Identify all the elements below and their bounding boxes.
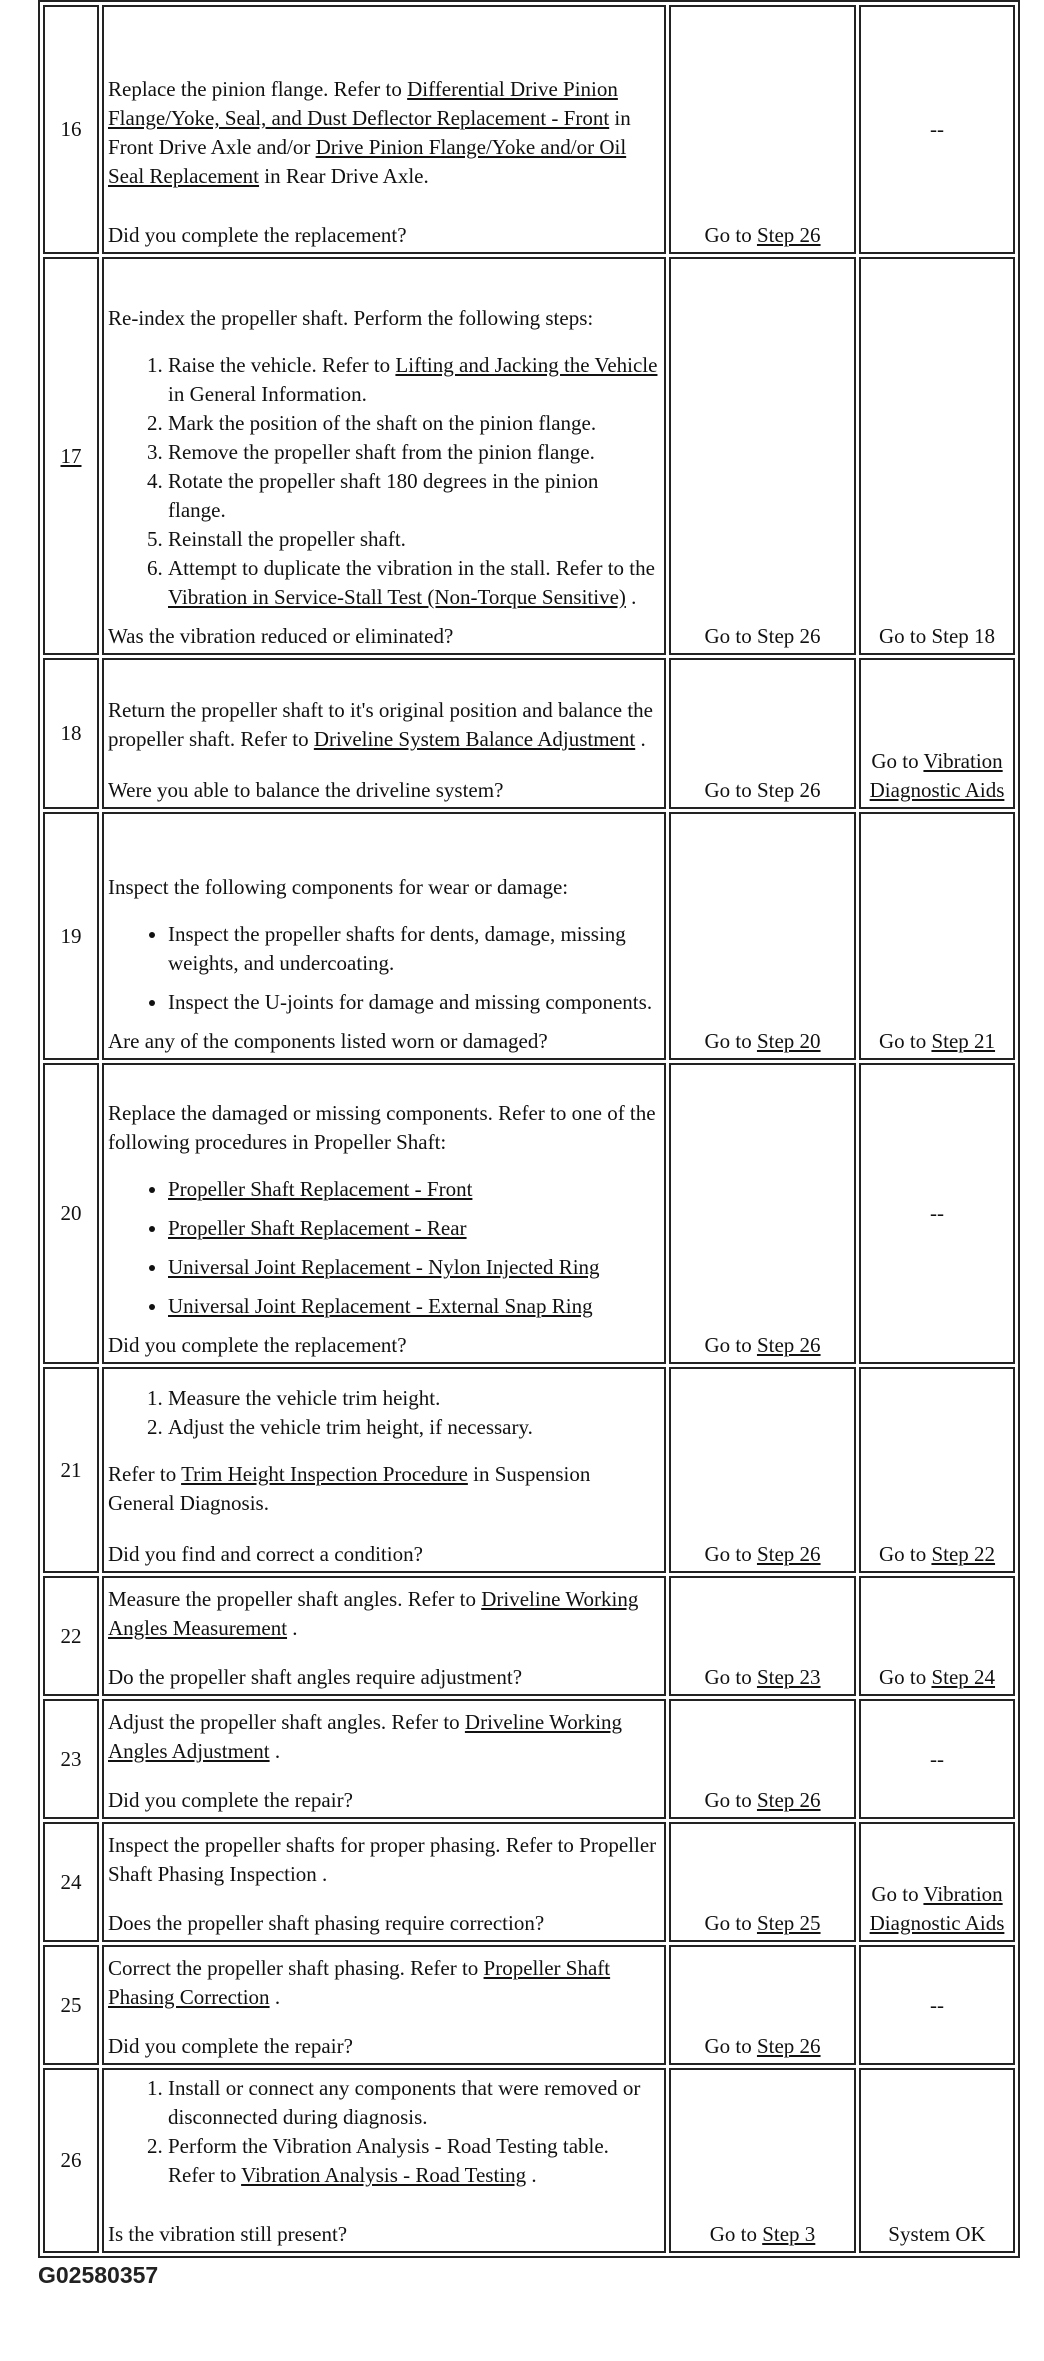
list-item: 6. Attempt to duplicate the vibration in the stall. Refer to the Vibration in Service-Stall Test (Non-Torque Sensitive) . bbox=[168, 554, 660, 612]
question-text: Did you complete the replacement? bbox=[108, 1333, 407, 1357]
link-lifting-jacking[interactable]: Lifting and Jacking the Vehicle bbox=[395, 353, 658, 377]
link-pinion-flange-rear[interactable]: Drive Pinion Flange/Yoke and/or Oil Seal Replacement bbox=[108, 135, 627, 188]
link-road-testing[interactable]: Vibration Analysis - Road Testing bbox=[241, 2163, 527, 2187]
no-cell: -- bbox=[859, 1063, 1015, 1364]
table-row bbox=[43, 5, 1015, 254]
table-row bbox=[43, 2068, 1015, 2253]
list-item: 5. Reinstall the propeller shaft. bbox=[168, 525, 660, 554]
link-u-joint-nylon[interactable]: • Universal Joint Replacement - Nylon Injected Ring bbox=[168, 1253, 660, 1282]
bullet-list bbox=[108, 1175, 660, 1321]
list-item: 4. Rotate the propeller shaft 180 degrees in the pinion flange. bbox=[168, 467, 660, 525]
action-text: Replace the damaged or missing components. Refer to one of the following procedures in Propeller Shaft: bbox=[108, 1101, 656, 1154]
question-text: Are any of the components listed worn or damaged? bbox=[108, 1029, 548, 1053]
link-step[interactable]: Step 26 bbox=[756, 2034, 821, 2058]
link-propeller-shaft-front[interactable]: • Propeller Shaft Replacement - Front bbox=[168, 1175, 660, 1204]
list-item: 1. Install or connect any components that were removed or disconnected during diagnosis. bbox=[168, 2074, 660, 2132]
action-text: Inspect the propeller shafts for proper phasing. Refer to Propeller Shaft Phasing Inspection . bbox=[108, 1833, 657, 1886]
link-vibration-diagnostic-aids[interactable]: Vibration Diagnostic Aids bbox=[869, 1882, 1005, 1935]
step-number: 26 bbox=[43, 2068, 99, 2253]
link-stall-test[interactable]: Vibration in Service-Stall Test (Non-Torque Sensitive) bbox=[168, 585, 626, 609]
figure-caption: G02580357 bbox=[38, 2262, 159, 2288]
list-item: 2. Perform the Vibration Analysis - Road Testing table. Refer to Vibration Analysis - Road Testing . bbox=[168, 2132, 660, 2190]
action-text: Measure the propeller shaft angles. Refer to Driveline Working Angles Measurement . bbox=[108, 1587, 639, 1640]
list-item: 2. Adjust the vehicle trim height, if necessary. bbox=[168, 1413, 660, 1442]
table-row bbox=[43, 1699, 1015, 1819]
link-step[interactable]: Step 21 bbox=[931, 1029, 996, 1053]
table-row bbox=[43, 1945, 1015, 2065]
yes-cell: Go to Step 26 bbox=[669, 5, 856, 254]
table-row bbox=[43, 658, 1015, 809]
no-cell: -- bbox=[859, 1699, 1015, 1819]
numbered-steps bbox=[108, 351, 660, 612]
link-working-angles-measurement[interactable]: Driveline Working Angles Measurement bbox=[108, 1587, 639, 1640]
yes-cell: Go to Step 26 bbox=[669, 1699, 856, 1819]
table-row bbox=[43, 1576, 1015, 1696]
yes-cell: Go to Step 25 bbox=[669, 1822, 856, 1942]
step-number: 24 bbox=[43, 1822, 99, 1942]
link-step[interactable]: Step 26 bbox=[756, 1333, 821, 1357]
action-text: Re-index the propeller shaft. Perform the following steps: bbox=[108, 306, 594, 330]
action-cell bbox=[102, 1367, 666, 1573]
action-text: Refer to Trim Height Inspection Procedure in Suspension General Diagnosis. bbox=[108, 1462, 591, 1515]
question-text: Did you complete the replacement? bbox=[108, 223, 407, 247]
question-text: Is the vibration still present? bbox=[108, 2222, 348, 2246]
list-item: • Inspect the propeller shafts for dents, damage, missing weights, and undercoating. bbox=[168, 920, 660, 978]
yes-cell: Go to Step 26 bbox=[669, 658, 856, 809]
no-cell: Go to Vibration Diagnostic Aids bbox=[859, 1822, 1015, 1942]
yes-cell: Go to Step 26 bbox=[669, 1945, 856, 2065]
question-text: Did you complete the repair? bbox=[108, 1788, 353, 1812]
link-phasing-correction[interactable]: Propeller Shaft Phasing Correction bbox=[108, 1956, 611, 2009]
link-working-angles-adjustment[interactable]: Driveline Working Angles Adjustment bbox=[108, 1710, 623, 1763]
link-step[interactable]: Step 26 bbox=[756, 1542, 821, 1566]
question-text: Did you complete the repair? bbox=[108, 2034, 353, 2058]
step-number: 16 bbox=[43, 5, 99, 254]
action-text: Replace the pinion flange. Refer to Differential Drive Pinion Flange/Yoke, Seal, and Dust Deflector Replacement - Front in Front Drive Axle and/or Drive Pinion Flange/Yoke and/or Oil Seal Replacement in Rear Drive Axle. bbox=[108, 77, 631, 188]
diagnostic-table-container bbox=[38, 0, 1013, 2258]
no-cell: Go to Step 22 bbox=[859, 1367, 1015, 1573]
action-text: Adjust the propeller shaft angles. Refer to Driveline Working Angles Adjustment . bbox=[108, 1710, 623, 1763]
question-text: Were you able to balance the driveline system? bbox=[108, 778, 504, 802]
no-cell: -- bbox=[859, 1945, 1015, 2065]
list-item: 2. Mark the position of the shaft on the pinion flange. bbox=[168, 409, 660, 438]
link-step[interactable]: Step 26 bbox=[756, 223, 821, 247]
yes-cell: Go to Step 3 bbox=[669, 2068, 856, 2253]
step-number: 22 bbox=[43, 1576, 99, 1696]
action-cell bbox=[102, 2068, 666, 2253]
action-text: Correct the propeller shaft phasing. Refer to Propeller Shaft Phasing Correction . bbox=[108, 1956, 611, 2009]
action-cell bbox=[102, 658, 666, 809]
question-text: Do the propeller shaft angles require adjustment? bbox=[108, 1665, 523, 1689]
step-number: 23 bbox=[43, 1699, 99, 1819]
link-step[interactable]: Step 22 bbox=[931, 1542, 996, 1566]
link-trim-height[interactable]: Trim Height Inspection Procedure bbox=[181, 1462, 468, 1486]
numbered-steps bbox=[108, 2074, 660, 2190]
action-cell bbox=[102, 257, 666, 655]
no-cell: System OK bbox=[859, 2068, 1015, 2253]
link-step[interactable]: Step 26 bbox=[756, 1788, 821, 1812]
action-cell bbox=[102, 1699, 666, 1819]
link-step[interactable]: Step 23 bbox=[756, 1665, 821, 1689]
no-cell: -- bbox=[859, 5, 1015, 254]
table-row bbox=[43, 257, 1015, 655]
no-cell: Go to Step 18 bbox=[859, 257, 1015, 655]
link-propeller-shaft-rear[interactable]: • Propeller Shaft Replacement - Rear bbox=[168, 1214, 660, 1243]
no-cell: Go to Vibration Diagnostic Aids bbox=[859, 658, 1015, 809]
table-row bbox=[43, 1822, 1015, 1942]
yes-cell: Go to Step 20 bbox=[669, 812, 856, 1060]
step-number: 21 bbox=[43, 1367, 99, 1573]
question-text: Did you find and correct a condition? bbox=[108, 1542, 423, 1566]
link-step[interactable]: Step 3 bbox=[762, 2222, 816, 2246]
action-cell bbox=[102, 812, 666, 1060]
link-balance-adjustment[interactable]: Driveline System Balance Adjustment bbox=[313, 727, 636, 751]
bullet-list bbox=[108, 920, 660, 1017]
step-number: 20 bbox=[43, 1063, 99, 1364]
step-number: 18 bbox=[43, 658, 99, 809]
list-item: • Inspect the U-joints for damage and missing components. bbox=[168, 988, 660, 1017]
link-step[interactable]: Step 25 bbox=[756, 1911, 821, 1935]
list-item: 1. Raise the vehicle. Refer to Lifting and Jacking the Vehicle in General Information. bbox=[168, 351, 660, 409]
no-cell: Go to Step 21 bbox=[859, 812, 1015, 1060]
question-text: Does the propeller shaft phasing require correction? bbox=[108, 1911, 545, 1935]
step-number: 19 bbox=[43, 812, 99, 1060]
numbered-steps bbox=[108, 1384, 660, 1442]
action-cell bbox=[102, 1576, 666, 1696]
list-item: 3. Remove the propeller shaft from the pinion flange. bbox=[168, 438, 660, 467]
table-row bbox=[43, 1063, 1015, 1364]
action-cell bbox=[102, 1063, 666, 1364]
table-row bbox=[43, 812, 1015, 1060]
link-step[interactable]: Step 24 bbox=[931, 1665, 996, 1689]
yes-cell: Go to Step 23 bbox=[669, 1576, 856, 1696]
action-cell bbox=[102, 1945, 666, 2065]
link-pinion-flange-front[interactable]: Differential Drive Pinion Flange/Yoke, Seal, and Dust Deflector Replacement - Front bbox=[108, 77, 618, 130]
step-number[interactable]: 17 bbox=[43, 257, 99, 655]
step-number: 25 bbox=[43, 1945, 99, 2065]
no-cell: Go to Step 24 bbox=[859, 1576, 1015, 1696]
yes-cell: Go to Step 26 bbox=[669, 257, 856, 655]
diagnostic-table bbox=[38, 0, 1020, 2258]
action-cell bbox=[102, 5, 666, 254]
yes-cell: Go to Step 26 bbox=[669, 1367, 856, 1573]
link-u-joint-snap-ring[interactable]: • Universal Joint Replacement - External Snap Ring bbox=[168, 1292, 660, 1321]
link-vibration-diagnostic-aids[interactable]: Vibration Diagnostic Aids bbox=[869, 749, 1005, 802]
action-text: Inspect the following components for wear or damage: bbox=[108, 875, 569, 899]
yes-cell: Go to Step 26 bbox=[669, 1063, 856, 1364]
action-cell bbox=[102, 1822, 666, 1942]
link-step[interactable]: Step 20 bbox=[756, 1029, 821, 1053]
list-item: 1. Measure the vehicle trim height. bbox=[168, 1384, 660, 1413]
action-text: Return the propeller shaft to it's original position and balance the propeller shaft. Refer to Driveline System Balance Adjustment . bbox=[108, 698, 653, 751]
question-text: Was the vibration reduced or eliminated? bbox=[108, 624, 454, 648]
table-row bbox=[43, 1367, 1015, 1573]
